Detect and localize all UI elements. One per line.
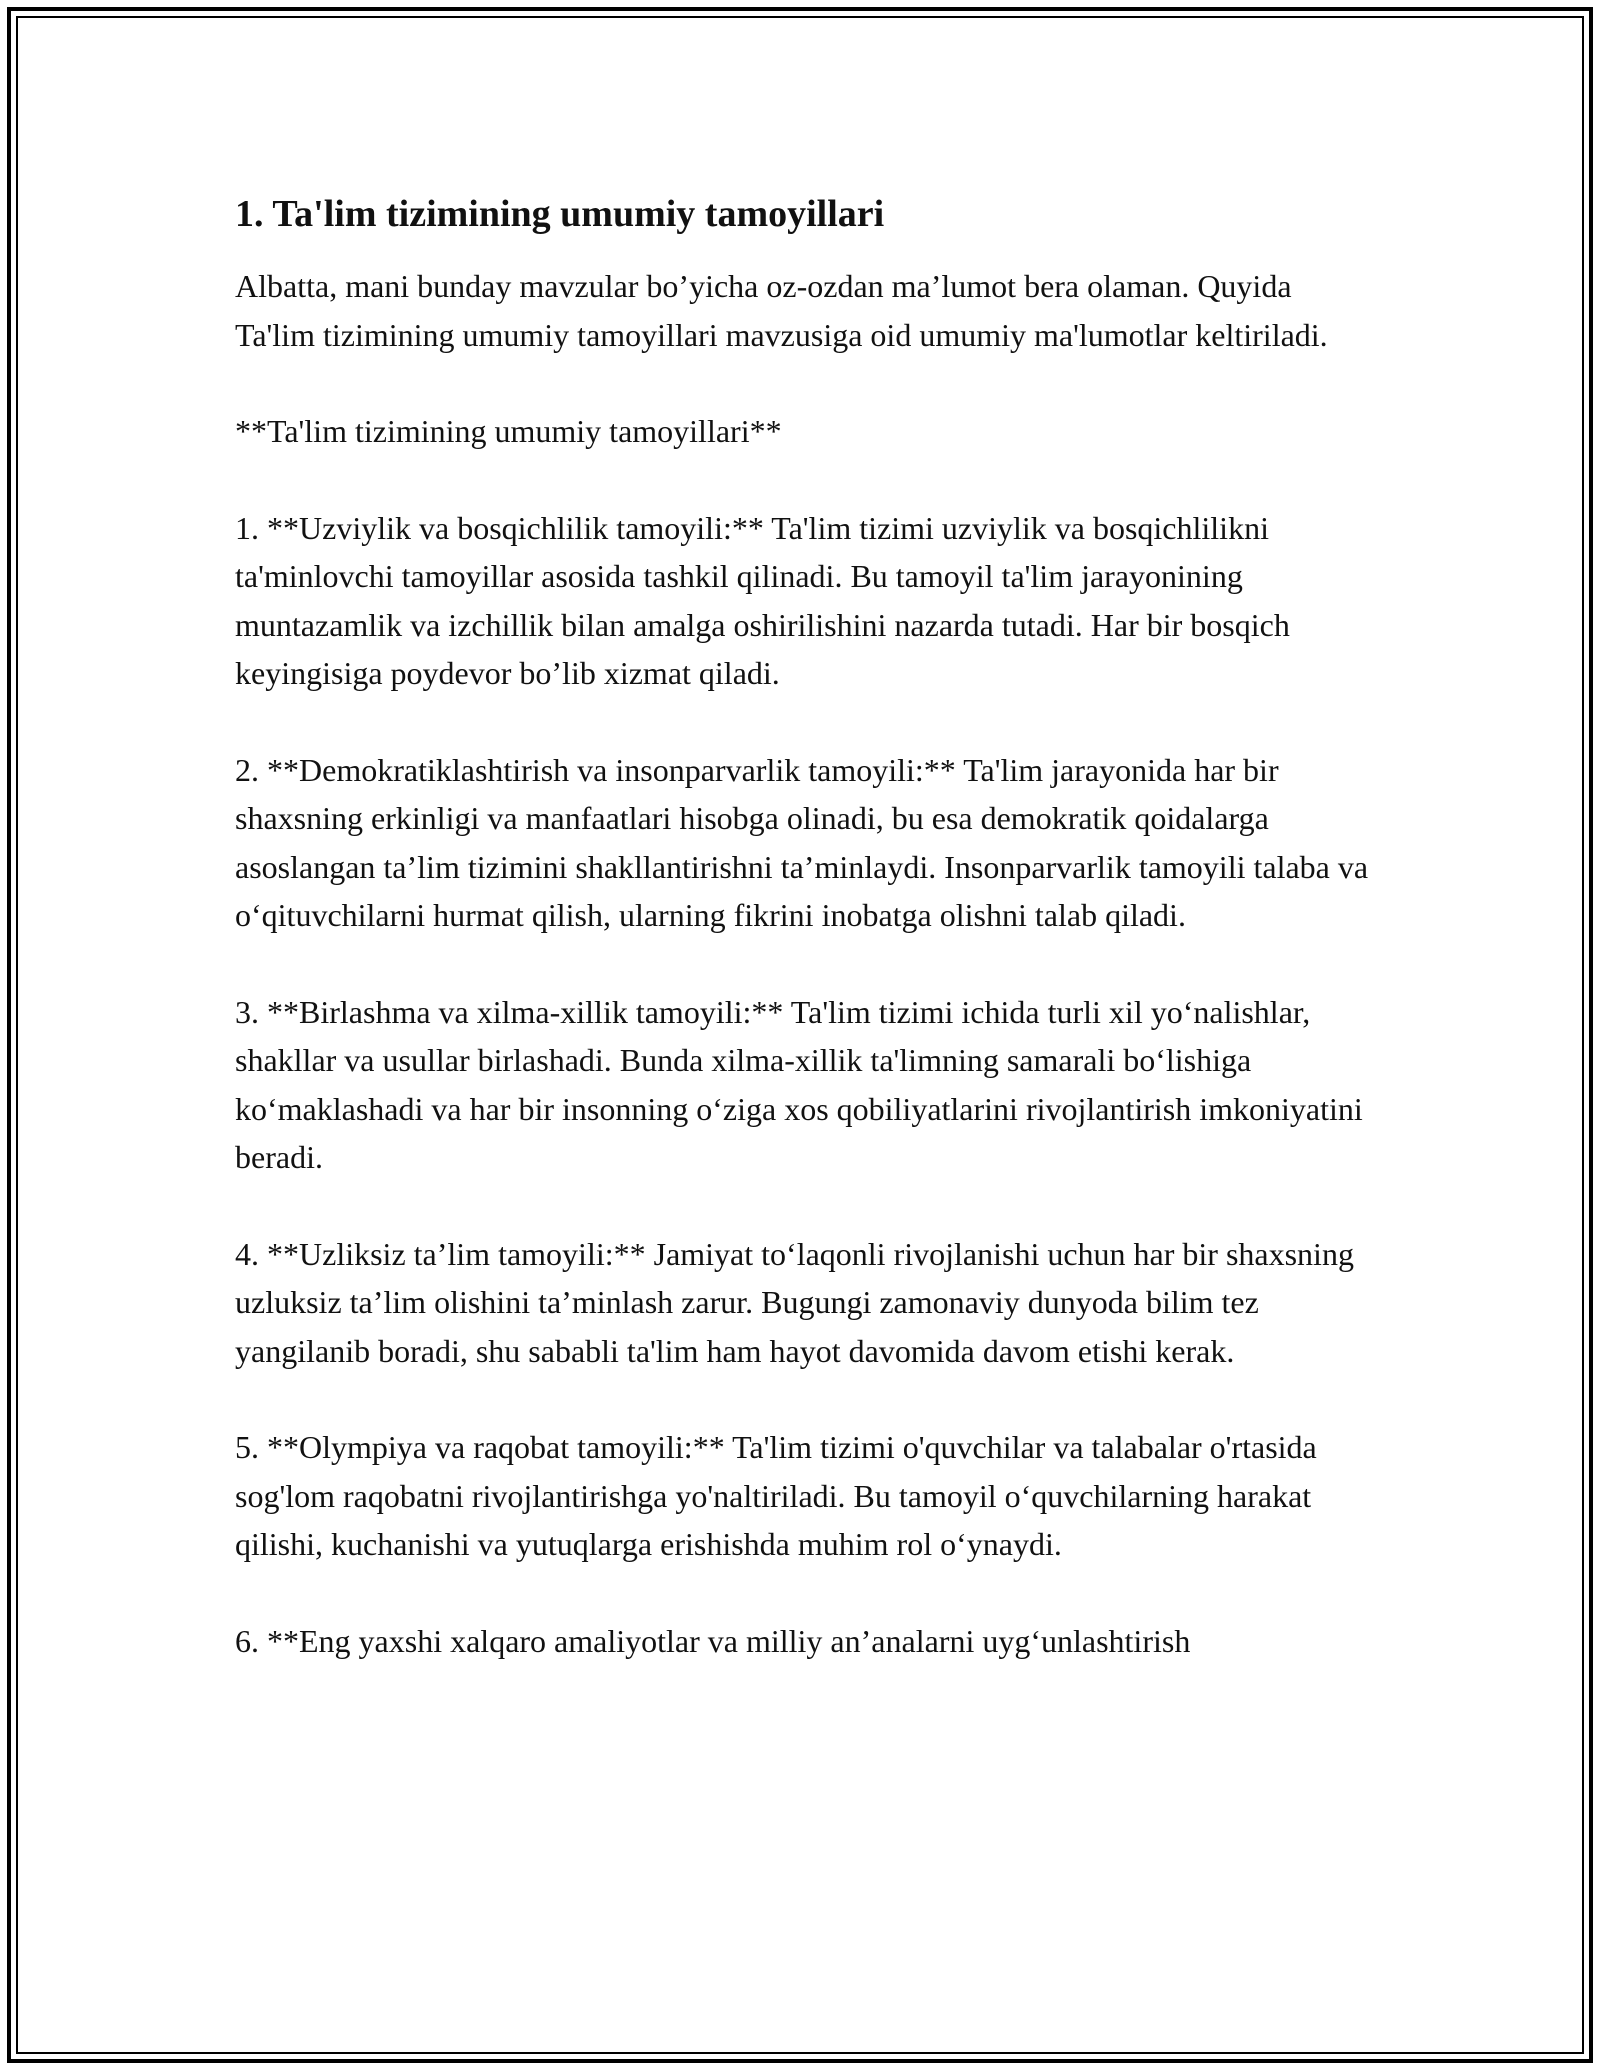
principle-item-4: 4. **Uzliksiz ta’lim tamoyili:** Jamiyat to‘laqonli rivojlanishi uchun har bir shaxsning uzluksiz ta’lim olishini ta’minlash zarur. Bugungi zamonaviy dunyoda bilim tez yangilanib boradi, shu sababli ta'lim ham hayot davomida davom etishi kerak. <box>235 1235 1354 1369</box>
principle-item-2: 2. **Demokratiklashtirish va insonparvarlik tamoyili:** Ta'lim jarayonida har bir shaxsning erkinligi va manfaatlari hisobga olinadi, bu esa demokratik qoidalarga asoslangan ta’lim tizimini shakllantirishni ta’minlaydi. Insonparvarlik tamoyili talaba va o‘qituvchilarni hurmat qilish, ularning fikrini inobatga olishni talab qiladi. <box>235 751 1369 933</box>
principle-item-5: 5. **Olympiya va raqobat tamoyili:** Ta'lim tizimi o'quvchilar va talabalar o'rtasida sog'lom raqobatni rivojlantirishga yo'naltiriladi. Bu tamoyil o‘quvchilarning harakat qilishi, kuchanishi va yutuqlarga erishishda muhim rol o‘ynaydi. <box>235 1429 1317 1562</box>
principle-item-3: 3. **Birlashma va xilma-xillik tamoyili:** Ta'lim tizimi ichida turli xil yo‘nalishlar, shakllar va usullar birlashadi. Bunda xilma-xillik ta'limning samarali bo‘lishiga ko‘maklashadi va har bir insonning o‘ziga xos qobiliyatlarini rivojlantirish imkoniyatini beradi. <box>235 993 1363 1175</box>
principle-item-1: 1. **Uzviylik va bosqichlilik tamoyili:** Ta'lim tizimi uzviylik va bosqichlilikni ta'minlovchi tamoyillar asosida tashkil qilinadi. Bu tamoyil ta'lim jarayonining muntazamlik va izchillik bilan amalga oshirilishini nazarda tutadi. Har bir bosqich keyingisiga poydevor bo’lib xizmat qiladi. <box>235 509 1290 691</box>
intro-paragraph: Albatta, mani bunday mavzular bo’yicha oz-ozdan ma’lumot bera olaman. Quyida Ta'lim tizimining umumiy tamoyillari mavzusiga oid umumiy ma'lumotlar keltiriladi. <box>235 268 1328 353</box>
document-heading: 1. Ta'lim tizimining umumiy tamoyillari <box>235 193 885 235</box>
principle-item-6: 6. **Eng yaxshi xalqaro amaliyotlar va milliy an’analarni uyg‘unlashtirish <box>235 1622 1191 1659</box>
document-body <box>235 186 1375 1665</box>
subheading-paragraph: **Ta'lim tizimining umumiy tamoyillari** <box>235 413 782 449</box>
